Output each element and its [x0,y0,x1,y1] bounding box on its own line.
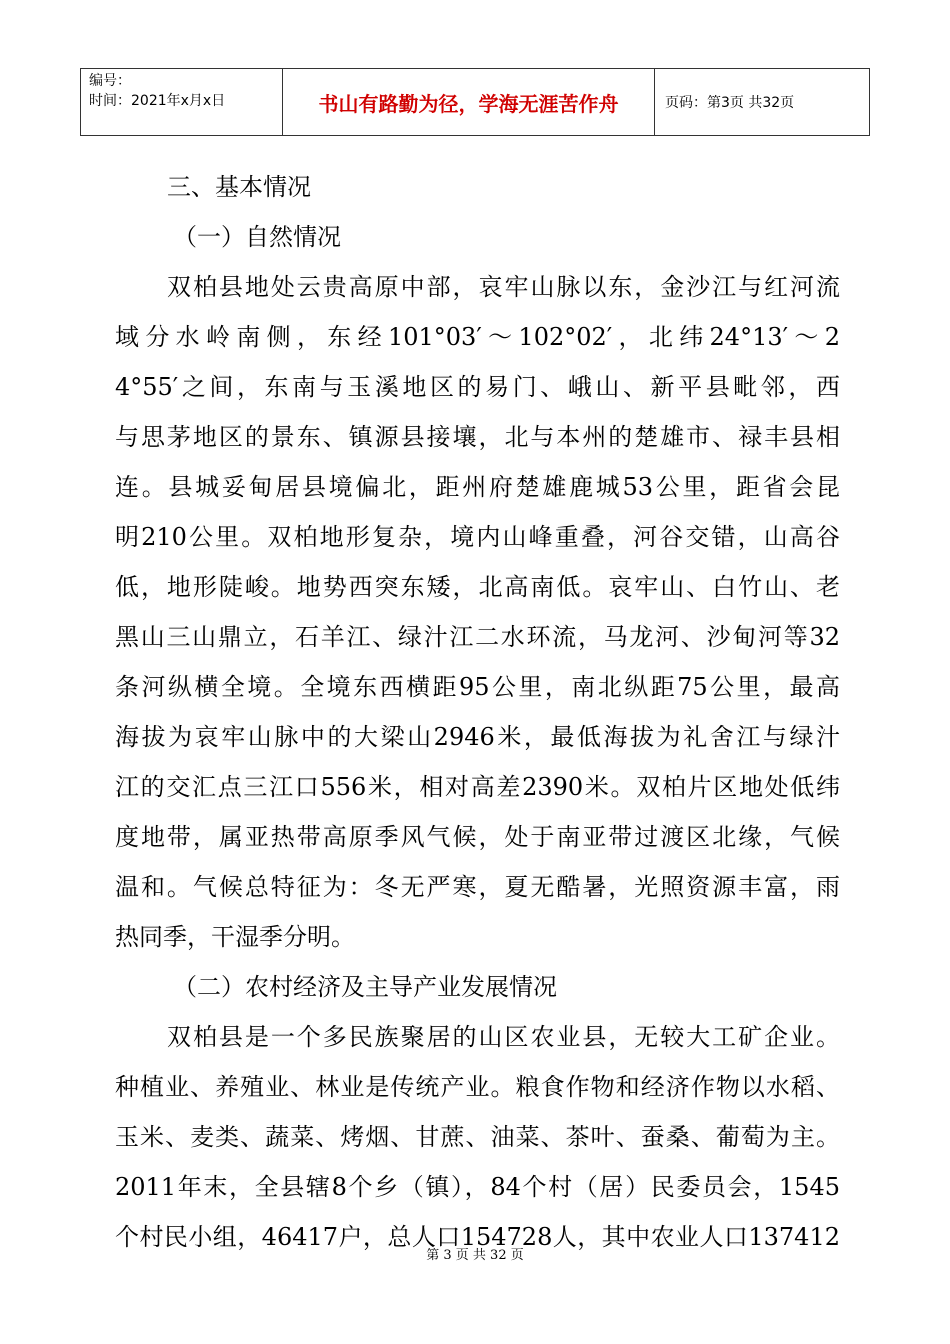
header-page-info: 页码：第3页 共32页 [665,95,795,111]
para-line: 度地带，属亚热带高原季风气候，处于南亚带过渡区北缘，气候 [115,823,840,851]
para-line: 连。县城妥甸居县境偏北，距州府楚雄鹿城53公里，距省会昆 [115,473,840,501]
para-line: 黑山三山鼎立，石羊江、绿汁江二水环流，马龙河、沙甸河等32 [115,623,840,651]
header-motto: 书山有路勤为径，学海无涯苦作舟 [283,69,655,135]
para-line: 温和。气候总特征为：冬无严寒，夏无酷暑，光照资源丰富，雨 [115,873,840,901]
page-footer: 第 3 页 共 32 页 [426,1248,524,1263]
document-body [115,162,840,1262]
para-line: 明210公里。双柏地形复杂，境内山峰重叠，河谷交错，山高谷 [115,523,840,551]
para-line: 双柏县是一个多民族聚居的山区农业县，无较大工矿企业。 [167,1023,840,1051]
para-line: 双柏县地处云贵高原中部，哀牢山脉以东，金沙江与红河流 [167,273,840,301]
date-label: 时间：2021年x月x日 [89,93,226,109]
paragraph-natural [115,262,840,962]
para-line: 域分水岭南侧，东经101°03′～102°02′，北纬24°13′～2 [115,323,840,351]
number-label: 编号： [89,73,131,89]
subsection-title-natural: （一）自然情况 [173,223,341,251]
para-line: 种植业、养殖业、林业是传统产业。粮食作物和经济作物以水稻、 [115,1073,840,1101]
subsection-title-economy: （二）农村经济及主导产业发展情况 [173,973,557,1001]
paragraph-economy [115,1012,840,1262]
para-line: 热同季，干湿季分明。 [115,923,355,951]
para-line: 海拔为哀牢山脉中的大梁山2946米，最低海拔为礼舍江与绿汁 [115,723,840,751]
page-header [80,68,870,136]
para-line: 2011年末，全县辖8个乡（镇），84个村（居）民委员会，1545 [115,1173,840,1201]
header-meta [81,69,283,135]
para-line: 低，地形陡峻。地势西突东矮，北高南低。哀牢山、白竹山、老 [115,573,840,601]
para-line: 玉米、麦类、蔬菜、烤烟、甘蔗、油菜、茶叶、蚕桑、葡萄为主。 [115,1123,840,1151]
para-line: 条河纵横全境。全境东西横距95公里，南北纵距75公里，最高 [115,673,840,701]
para-line: 江的交汇点三江口556米，相对高差2390米。双柏片区地处低纬 [115,773,840,801]
para-line: 个村民小组，46417户，总人口154728人，其中农业人口137412 [115,1223,840,1251]
para-line: 与思茅地区的景东、镇源县接壤，北与本州的楚雄市、禄丰县相 [115,423,840,451]
para-line: 4°55′之间，东南与玉溪地区的易门、峨山、新平县毗邻，西 [115,373,840,401]
section-title: 三、基本情况 [167,173,311,201]
